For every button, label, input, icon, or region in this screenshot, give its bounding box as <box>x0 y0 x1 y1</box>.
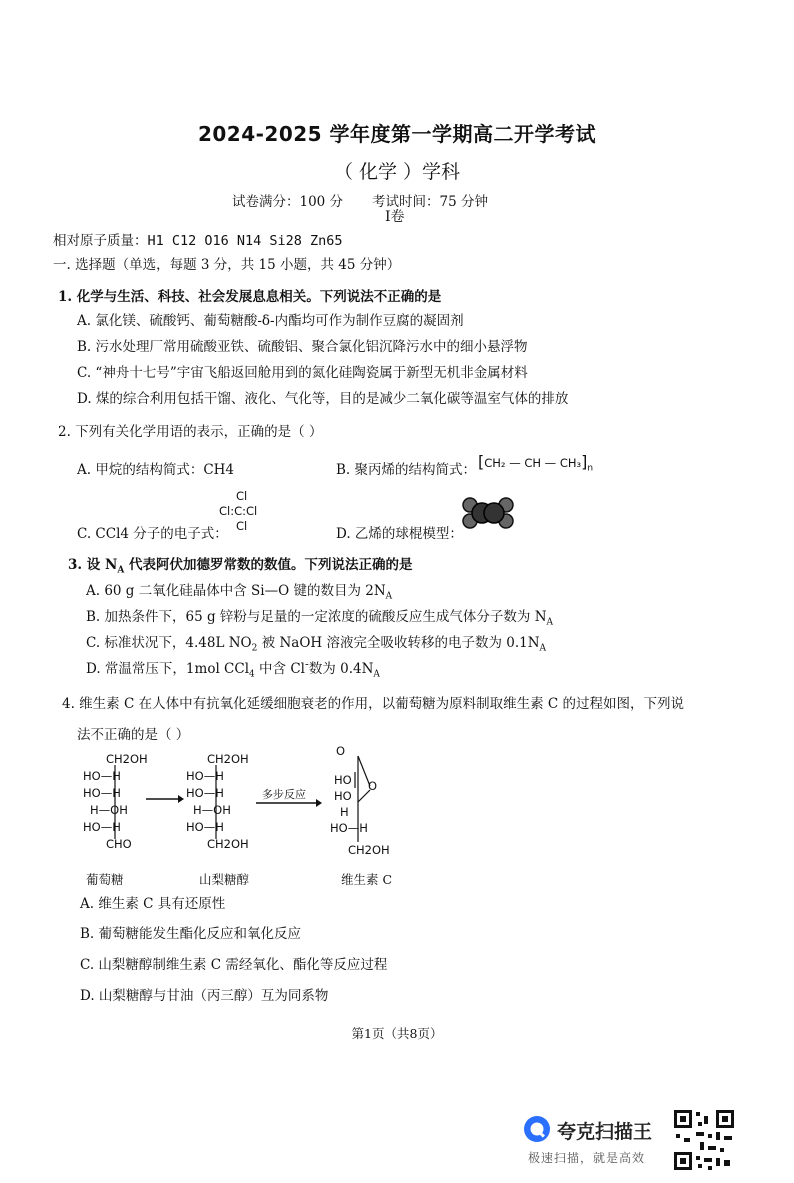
q4-option-a: A. 维生素 C 具有还原性 <box>80 896 226 912</box>
ccl4-bottom-cl: Cl <box>236 519 248 533</box>
sorbitol-top: CH2OH <box>207 752 249 766</box>
q3-c-post: 被 NaOH 溶液完全吸收转移的电子数为 0.1N <box>257 635 540 651</box>
q2-stem: 2. 下列有关化学用语的表示，正确的是（ ） <box>58 424 323 440</box>
sorbitol-row-3: H—OH <box>193 803 231 817</box>
vitc-bottom: CH2OH <box>348 843 390 857</box>
polypropylene-formula: [CH₂ — CH — $CH_3]_n$ <box>478 452 594 474</box>
ccl4-middle: Cl:C:Cl <box>219 504 258 518</box>
reaction-arrow-1 <box>146 793 184 805</box>
q3-stem-pre: 3. 设 N <box>68 557 118 573</box>
q3-stem <box>68 553 413 576</box>
vitc-label-4: HO—H <box>330 821 368 835</box>
exam-title: 2024-2025 学年度第一学期高二开学考试 <box>197 122 597 146</box>
q1-option-a: A. 氯化镁、硫酸钙、葡萄糖酸-δ-内酯均可作为制作豆腐的凝固剂 <box>77 313 464 329</box>
exam-time: 考试时间：75 分钟 <box>372 194 488 210</box>
sorbitol-row-2: HO—H <box>186 786 224 800</box>
glucose-row-1: HO—H <box>83 769 121 783</box>
q3-option-c <box>86 631 546 654</box>
q3-a-sub: A <box>385 591 393 602</box>
glucose-row-3: H—OH <box>90 803 128 817</box>
q2-option-b: B. 聚丙烯的结构简式： <box>336 462 477 478</box>
page-number: 第1页（共8页） <box>351 1026 443 1041</box>
subject-line: （ 化学 ）学科 <box>333 161 461 183</box>
polymer-n: n <box>587 463 594 474</box>
q4-option-c: C. 山梨糖醇制维生素 C 需经氧化、酯化等反应过程 <box>80 957 388 973</box>
q2-option-c: C. CCl4 分子的电子式： <box>77 526 228 542</box>
q3-a-text: A. 60 g 二氧化硅晶体中含 Si—O 键的数目为 2N <box>86 583 386 599</box>
vitc-label-3: H <box>340 805 349 819</box>
q4-stem-line1: 4. 维生素 C 在人体中有抗氧化延缓细胞衰老的作用，以葡萄糖为原料制取维生素 C 的过程如图，下列说 <box>62 696 684 712</box>
q1-option-d: D. 煤的综合利用包括干馏、液化、气化等，目的是减少二氧化碳等温室气体的排放 <box>77 391 569 407</box>
glucose-caption: 葡萄糖 <box>86 872 124 887</box>
section-heading: 一. 选择题（单选，每题 3 分，共 15 小题，共 45 分钟） <box>53 257 401 273</box>
q3-c-sub: A <box>539 643 547 654</box>
vitc-carbonyl-o: O <box>336 744 346 758</box>
q2-option-d: D. 乙烯的球棍模型： <box>336 526 463 542</box>
q3-c-sub2: 2 <box>251 643 258 654</box>
glucose-row-4: HO—H <box>83 820 121 834</box>
vitc-label-2: HO <box>334 789 352 803</box>
q3-b-sub: A <box>546 617 554 628</box>
q3-c-text: C. 标准状况下，4.48L NO <box>86 635 252 651</box>
q3-option-a <box>86 579 392 602</box>
q3-option-d <box>86 657 380 680</box>
glucose-row-2: HO—H <box>83 786 121 800</box>
scanner-slogan: 极速扫描，就是高效 <box>528 1151 646 1165</box>
ccl4-top-cl: Cl <box>236 489 248 503</box>
quark-logo-icon <box>522 1114 552 1144</box>
qr-code-icon <box>672 1108 736 1172</box>
q3-b-text: B. 加热条件下，65 g 锌粉与足量的一定浓度的硫酸反应生成气体分子数为 N <box>86 609 547 625</box>
q3-d-sub4: 4 <box>249 669 255 680</box>
q4-stem-line2: 法不正确的是（ ） <box>77 727 190 743</box>
q2-option-a: A. 甲烷的结构简式：CH4 <box>77 462 235 478</box>
q1-option-b: B. 污水处理厂常用硫酸亚铁、硫酸铝、聚合氯化铝沉降污水中的细小悬浮物 <box>77 339 528 355</box>
q3-d-sup: - <box>305 657 309 671</box>
atomic-masses: 相对原子质量：H1 C12 O16 N14 Si28 Zn65 <box>53 233 343 249</box>
q3-d-sub: A <box>373 669 380 680</box>
q4-option-b: B. 葡萄糖能发生酯化反应和氧化反应 <box>80 926 302 942</box>
full-score: 试卷满分：100 分 <box>232 194 344 210</box>
q3-option-b <box>86 605 553 628</box>
q1-option-c: C. “神舟十七号”宇宙飞船返回舱用到的氮化硅陶瓷属于新型无机非金属材料 <box>77 365 528 381</box>
reaction-arrow-2 <box>256 797 322 809</box>
glucose-backbone <box>113 765 117 839</box>
glucose-bottom: CHO <box>106 837 132 851</box>
q4-option-d: D. 山梨糖醇与甘油（丙三醇）互为同系物 <box>80 988 329 1004</box>
vitc-label-1: HO <box>334 773 352 787</box>
sorbitol-bottom: CH2OH <box>207 837 249 851</box>
vitc-ring-o: O <box>368 779 378 793</box>
sorbitol-backbone <box>214 765 218 839</box>
vitc-caption: 维生素 C <box>341 872 393 887</box>
glucose-top: CH2OH <box>106 752 148 766</box>
sorbitol-row-4: HO—H <box>186 820 224 834</box>
q3-stem-sub: A <box>117 565 125 576</box>
q3-stem-post: 代表阿伏加德罗常数的数值。下列说法正确的是 <box>124 557 413 573</box>
sorbitol-row-1: HO—H <box>186 769 224 783</box>
scanner-brand-name: 夸克扫描王 <box>557 1121 653 1143</box>
q3-d-text: D. 常温常压下，1mol CCl <box>86 661 250 677</box>
multi-step-label: 多步反应 <box>262 788 306 801</box>
sorbitol-caption: 山梨糖醇 <box>199 872 250 887</box>
q1-stem: 1. 化学与生活、科技、社会发展息息相关。下列说法不正确的是 <box>58 289 442 305</box>
q3-d-post: 中含 Cl <box>254 661 305 677</box>
ethylene-model-image <box>458 496 518 530</box>
volume-label: Ⅰ卷 <box>385 209 405 225</box>
q3-d-end: 数为 0.4N <box>308 661 374 677</box>
polypropylene-chain: CH₂ — CH — CH₃ <box>484 456 582 470</box>
